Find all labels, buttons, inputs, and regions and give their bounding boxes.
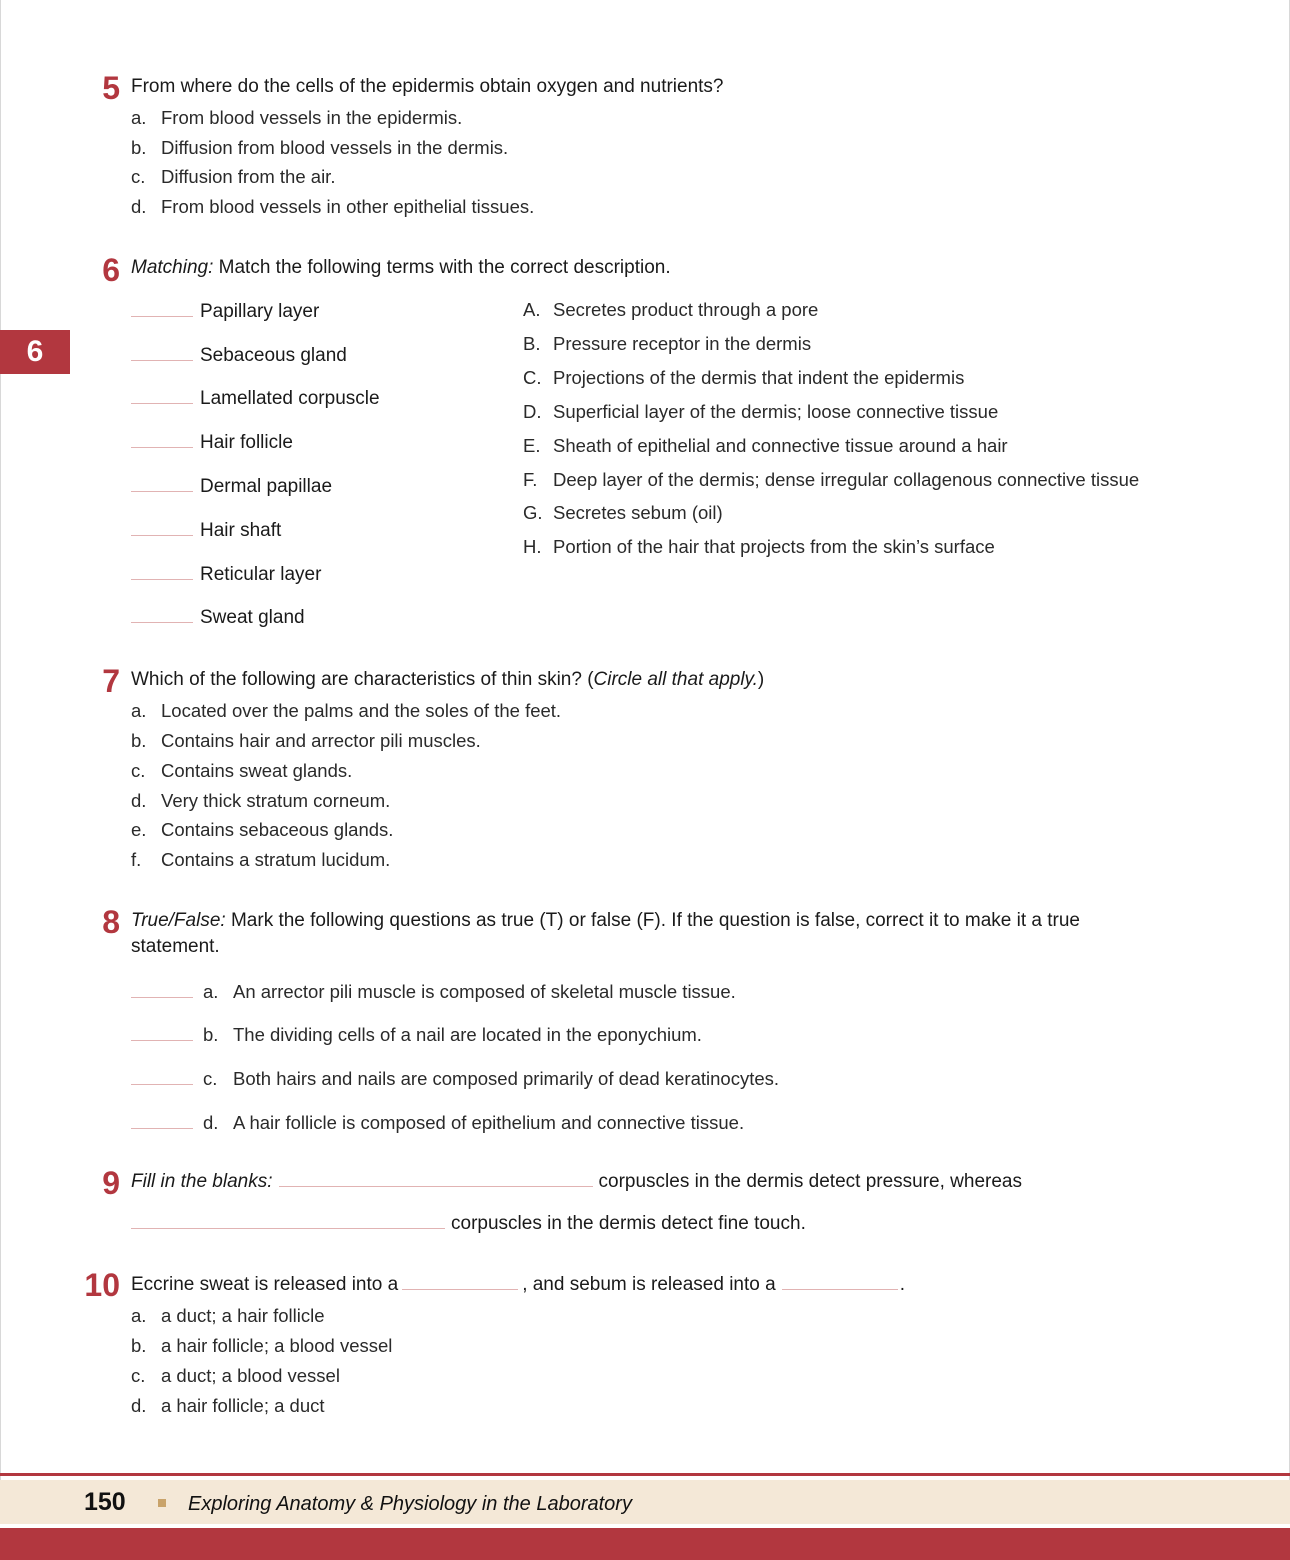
matching-term bbox=[131, 301, 319, 323]
question-instruction: Circle all that apply. bbox=[593, 669, 758, 690]
description-text: Secretes sebum (oil) bbox=[553, 502, 723, 523]
matching-description bbox=[523, 299, 818, 321]
true-false-item bbox=[131, 1068, 779, 1090]
option-letter: e. bbox=[131, 819, 147, 840]
answer-blank[interactable] bbox=[131, 1128, 193, 1129]
question-body-end: ) bbox=[757, 669, 765, 690]
option-text: Contains a stratum lucidum. bbox=[161, 849, 391, 870]
option bbox=[131, 760, 352, 782]
question-number: 10 bbox=[84, 1267, 120, 1303]
answer-blank[interactable] bbox=[131, 1040, 193, 1041]
option bbox=[131, 196, 534, 218]
answer-blank[interactable] bbox=[402, 1289, 518, 1290]
answer-blank[interactable] bbox=[131, 491, 193, 492]
item-text: The dividing cells of a nail are located in the eponychium. bbox=[233, 1024, 702, 1045]
chapter-tab: 6 bbox=[0, 330, 70, 374]
question-label: Fill in the blanks: bbox=[131, 1171, 273, 1192]
answer-blank[interactable] bbox=[131, 579, 193, 580]
question-body: Which of the following are characteristics of thin skin? ( bbox=[131, 669, 594, 690]
question-number: 5 bbox=[102, 70, 120, 106]
term-label: Hair shaft bbox=[200, 520, 282, 541]
option-text: a duct; a hair follicle bbox=[161, 1305, 325, 1326]
option-letter: b. bbox=[131, 730, 147, 751]
term-label: Sebaceous gland bbox=[200, 345, 347, 366]
option bbox=[131, 1365, 340, 1387]
question-text bbox=[131, 1274, 905, 1296]
description-letter: B. bbox=[523, 333, 541, 354]
matching-description bbox=[523, 367, 964, 389]
option-text: a hair follicle; a blood vessel bbox=[161, 1335, 393, 1356]
footer-bar bbox=[0, 1528, 1290, 1560]
option bbox=[131, 166, 335, 188]
matching-description bbox=[523, 435, 1008, 457]
matching-term bbox=[131, 476, 332, 498]
question-text: From where do the cells of the epidermis obtain oxygen and nutrients? bbox=[131, 76, 724, 97]
answer-blank[interactable] bbox=[131, 360, 193, 361]
option bbox=[131, 819, 393, 841]
question-body-end: . bbox=[899, 1274, 905, 1295]
description-text: Secretes product through a pore bbox=[553, 299, 819, 320]
option-text: Very thick stratum corneum. bbox=[161, 790, 391, 811]
option-text: From blood vessels in the epidermis. bbox=[161, 107, 463, 128]
true-false-item bbox=[131, 1112, 744, 1134]
option-letter: a. bbox=[131, 700, 147, 721]
answer-blank[interactable] bbox=[131, 997, 193, 998]
true-false-item bbox=[131, 1024, 702, 1046]
question-body: Mark the following questions as true (T) or false (F). If the question is false, correct it to make it a true bbox=[225, 910, 1080, 931]
term-label: Sweat gland bbox=[200, 607, 305, 628]
description-text: Pressure receptor in the dermis bbox=[553, 333, 812, 354]
matching-description bbox=[523, 401, 998, 423]
question-body: , and sebum is released into a bbox=[522, 1274, 776, 1295]
answer-blank[interactable] bbox=[131, 316, 193, 317]
term-label: Dermal papillae bbox=[200, 476, 333, 497]
answer-blank[interactable] bbox=[782, 1289, 898, 1290]
matching-description bbox=[523, 536, 995, 558]
option-text: From blood vessels in other epithelial tissues. bbox=[161, 196, 535, 217]
term-label: Reticular layer bbox=[200, 564, 322, 585]
question-body: corpuscles in the dermis detect pressure, whereas bbox=[598, 1171, 1022, 1192]
answer-blank[interactable] bbox=[131, 1228, 445, 1229]
matching-term bbox=[131, 345, 347, 367]
description-text: Deep layer of the dermis; dense irregular collagenous connective tissue bbox=[553, 469, 1140, 490]
answer-blank[interactable] bbox=[279, 1186, 593, 1187]
question-label: Matching: bbox=[131, 257, 214, 278]
matching-term bbox=[131, 607, 305, 629]
question-number: 8 bbox=[102, 904, 120, 940]
description-text: Sheath of epithelial and connective tissue around a hair bbox=[553, 435, 1008, 456]
description-letter: F. bbox=[523, 469, 538, 490]
option-text: Located over the palms and the soles of the feet. bbox=[161, 700, 562, 721]
description-text: Portion of the hair that projects from the skin’s surface bbox=[553, 536, 995, 557]
option bbox=[131, 790, 390, 812]
question-number: 6 bbox=[102, 252, 120, 288]
description-letter: C. bbox=[523, 367, 542, 388]
term-label: Papillary layer bbox=[200, 301, 320, 322]
question-body: Match the following terms with the correct description. bbox=[213, 257, 671, 278]
option-letter: a. bbox=[131, 107, 147, 128]
option-letter: f. bbox=[131, 849, 142, 870]
option-letter: d. bbox=[131, 790, 147, 811]
square-bullet-icon bbox=[158, 1499, 166, 1507]
option-letter: a. bbox=[131, 1305, 147, 1326]
item-text: A hair follicle is composed of epithelium and connective tissue. bbox=[233, 1112, 745, 1133]
matching-term bbox=[131, 564, 321, 586]
description-letter: A. bbox=[523, 299, 541, 320]
item-letter: d. bbox=[203, 1112, 219, 1133]
term-label: Hair follicle bbox=[200, 432, 293, 453]
option bbox=[131, 137, 508, 159]
matching-description bbox=[523, 469, 1139, 491]
question-text-line2 bbox=[131, 1213, 806, 1235]
page-number: 150 bbox=[84, 1488, 126, 1516]
option bbox=[131, 1305, 325, 1327]
option-letter: d. bbox=[131, 1395, 147, 1416]
option-letter: c. bbox=[131, 1365, 146, 1386]
option-text: Contains sweat glands. bbox=[161, 760, 353, 781]
answer-blank[interactable] bbox=[131, 622, 193, 623]
option bbox=[131, 700, 561, 722]
option-text: Diffusion from blood vessels in the dermis. bbox=[161, 137, 509, 158]
question-text bbox=[131, 910, 1080, 932]
item-text: An arrector pili muscle is composed of skeletal muscle tissue. bbox=[233, 981, 736, 1002]
term-label: Lamellated corpuscle bbox=[200, 388, 380, 409]
option-letter: c. bbox=[131, 760, 146, 781]
description-letter: E. bbox=[523, 435, 541, 456]
question-text-line2: statement. bbox=[131, 936, 220, 957]
option-letter: b. bbox=[131, 1335, 147, 1356]
question-text bbox=[131, 1171, 1022, 1193]
description-letter: H. bbox=[523, 536, 542, 557]
description-text: Projections of the dermis that indent the epidermis bbox=[553, 367, 965, 388]
question-body: corpuscles in the dermis detect fine touch. bbox=[451, 1213, 806, 1234]
answer-blank[interactable] bbox=[131, 403, 193, 404]
answer-blank[interactable] bbox=[131, 1084, 193, 1085]
item-letter: a. bbox=[203, 981, 219, 1002]
book-title: Exploring Anatomy & Physiology in the Laboratory bbox=[188, 1493, 632, 1515]
option bbox=[131, 730, 481, 752]
option bbox=[131, 107, 462, 129]
option bbox=[131, 1395, 325, 1417]
option-letter: b. bbox=[131, 137, 147, 158]
footer-rule bbox=[0, 1473, 1290, 1476]
item-text: Both hairs and nails are composed primarily of dead keratinocytes. bbox=[233, 1068, 780, 1089]
option-letter: d. bbox=[131, 196, 147, 217]
matching-term bbox=[131, 388, 380, 410]
matching-description bbox=[523, 333, 811, 355]
question-number: 9 bbox=[102, 1165, 120, 1201]
option-text: Diffusion from the air. bbox=[161, 166, 336, 187]
option bbox=[131, 1335, 392, 1357]
matching-description bbox=[523, 502, 723, 524]
option-letter: c. bbox=[131, 166, 146, 187]
question-text bbox=[131, 669, 764, 691]
option-text: Contains hair and arrector pili muscles. bbox=[161, 730, 481, 751]
matching-term bbox=[131, 432, 293, 454]
option-text: Contains sebaceous glands. bbox=[161, 819, 394, 840]
item-letter: b. bbox=[203, 1024, 219, 1045]
question-label: True/False: bbox=[131, 910, 226, 931]
question-text bbox=[131, 257, 671, 279]
answer-blank[interactable] bbox=[131, 447, 193, 448]
description-text: Superficial layer of the dermis; loose connective tissue bbox=[553, 401, 999, 422]
option-text: a duct; a blood vessel bbox=[161, 1365, 340, 1386]
true-false-item bbox=[131, 981, 736, 1003]
question-number: 7 bbox=[102, 663, 120, 699]
description-letter: G. bbox=[523, 502, 543, 523]
description-letter: D. bbox=[523, 401, 542, 422]
answer-blank[interactable] bbox=[131, 535, 193, 536]
option bbox=[131, 849, 390, 871]
option-text: a hair follicle; a duct bbox=[161, 1395, 325, 1416]
item-letter: c. bbox=[203, 1068, 218, 1089]
matching-term bbox=[131, 520, 281, 542]
question-body: Eccrine sweat is released into a bbox=[131, 1274, 399, 1295]
